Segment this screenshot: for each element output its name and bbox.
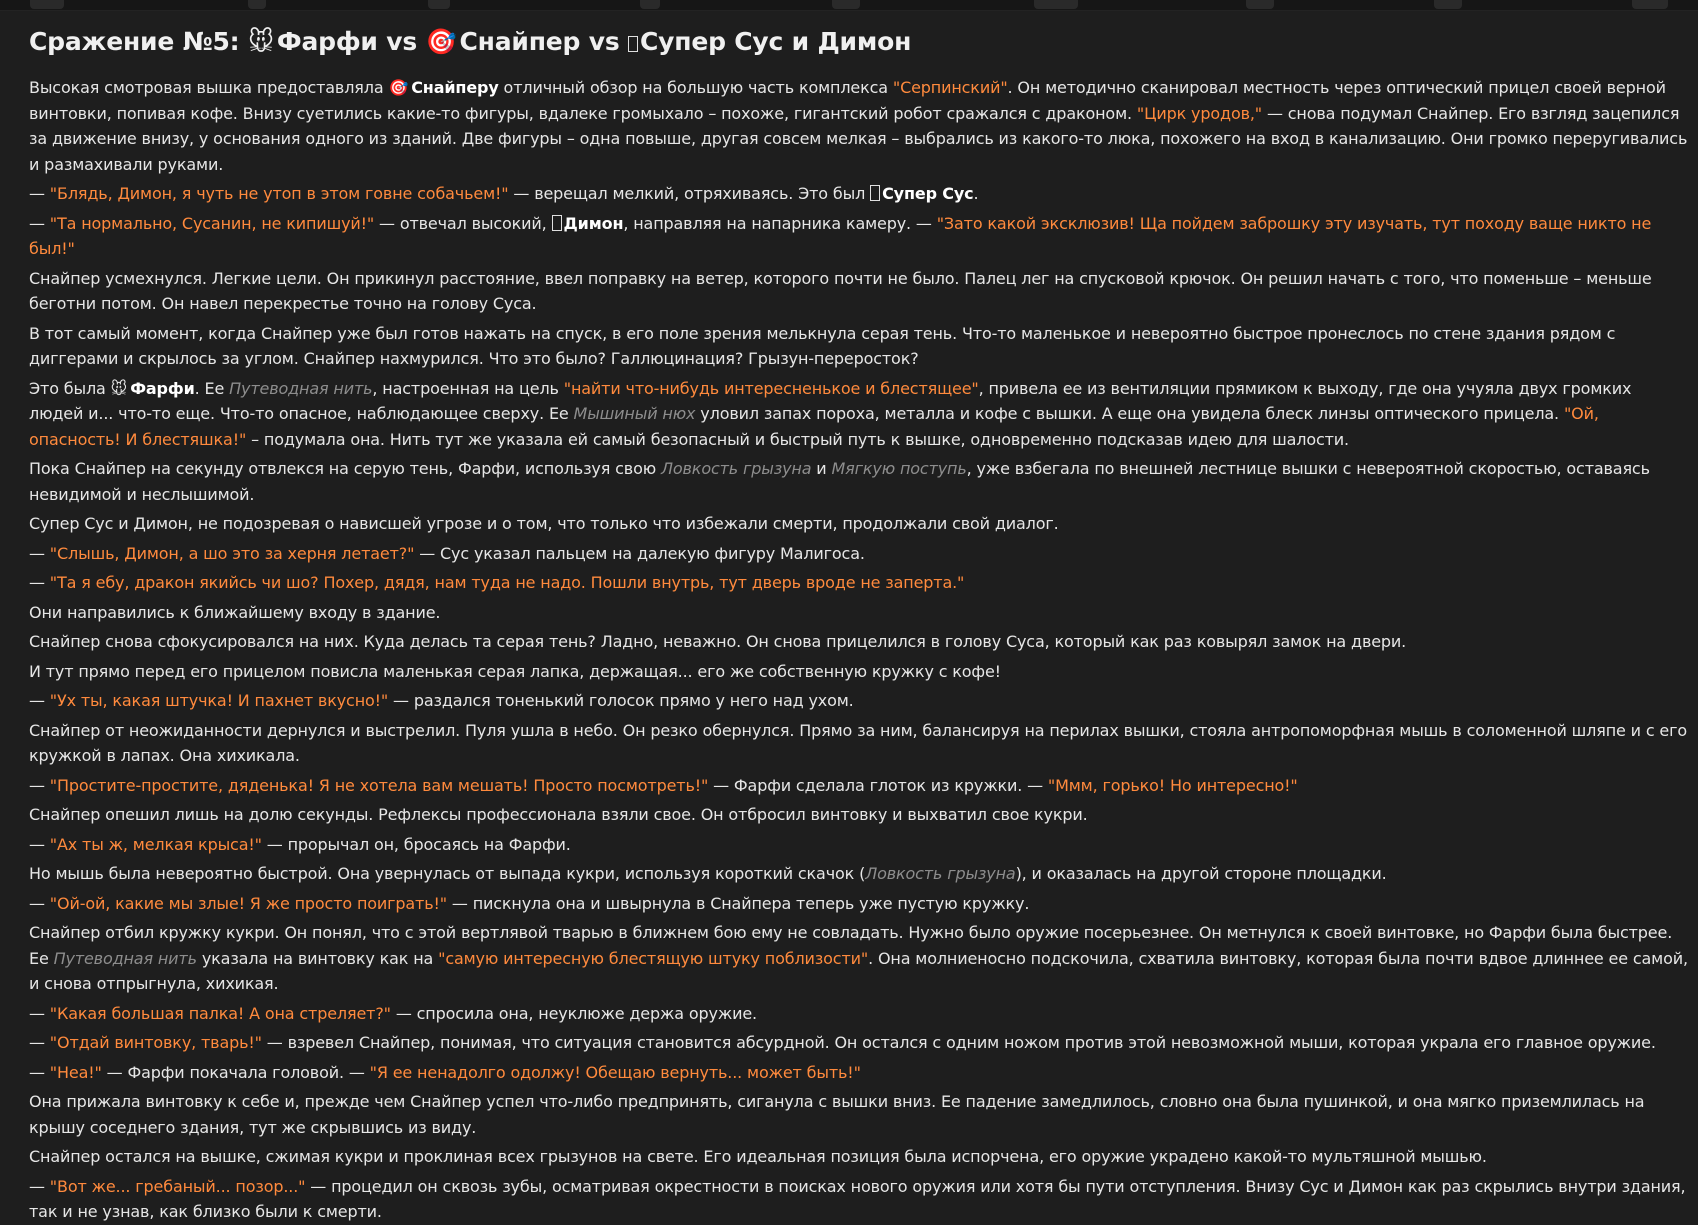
story-paragraph: Пока Снайпер на секунду отвлекся на серую тень, Фарфи, используя свою Ловкость грызуна и Мягкую поступь, уже взбегала по внешней лестнице вышки с невероятной скоростью, оставаясь невидимой и неслышимой. xyxy=(29,459,1650,504)
quote-text: "Я ее ненадолго одолжу! Обещаю вернуть... может быть!" xyxy=(369,1062,861,1082)
top-navigation-bar xyxy=(0,0,1698,11)
target-emoji-icon: 🎯 xyxy=(388,78,409,97)
nav-icon-slot[interactable] xyxy=(1034,0,1078,9)
character-name: Снайперу xyxy=(411,78,499,97)
nav-icon-slot[interactable] xyxy=(1246,0,1274,9)
quote-text: "Неа!" xyxy=(49,1062,102,1082)
dialogue-line: — "Слышь, Димон, а шо это за херня летает?" — Сус указал пальцем на далекую фигуру Малигоса. xyxy=(29,543,865,563)
skill-name: Путеводная нить xyxy=(229,378,373,398)
quote-text: "Ой, опасность! И блестяшка!" xyxy=(29,404,1599,449)
nav-icon-slot[interactable] xyxy=(248,0,266,9)
story-paragraph: Но мышь была невероятно быстрой. Она увернулась от выпада кукри, используя короткий скачок (Ловкость грызуна), и оказалась на другой стороне площадки. xyxy=(29,864,1387,883)
story-paragraph: В тот самый момент, когда Снайпер уже был готов нажать на спуск, в его поле зрения мелькнула серая тень. Что-то маленькое и невероятно быстрое пронеслось по стене здания рядом с диггерами и скрылось за углом. Снайпер нахмурился. Что это было? Галлюцинация? Грызун-переросток? xyxy=(29,323,1616,368)
dialogue-line: — "Ах ты ж, мелкая крыса!" — прорычал он, бросаясь на Фарфи. xyxy=(29,834,571,854)
battle-title: Сражение №5: 🐭 Фарфи vs 🎯 Снайпер vs Супер Сус и Димон xyxy=(29,27,912,56)
mouse-emoji-icon: 🐭 xyxy=(247,27,274,56)
quote-text: "Ах ты ж, мелкая крыса!" xyxy=(49,834,262,854)
nav-icon-slot[interactable] xyxy=(1632,0,1668,9)
nav-icon-slot[interactable] xyxy=(30,0,64,9)
character-name: Фарфи xyxy=(130,378,195,398)
dialogue-line: — "Ой-ой, какие мы злые! Я же просто поиграть!" — пискнула она и швырнула в Снайпера теперь уже пустую кружку. xyxy=(29,893,1030,913)
fighter-name-sniper: Снайпер xyxy=(459,27,581,56)
missing-glyph-icon xyxy=(870,185,880,201)
skill-name: Ловкость грызуна xyxy=(865,864,1016,883)
story-paragraph: Снайпер остался на вышке, сжимая кукри и проклиная всех грызунов на свете. Его идеальная позиция была испорчена, его оружие украдено какой-то мультяшной мышью. xyxy=(29,1147,1487,1166)
dialogue-line: — "Та я ебу, дракон якийсь чи шо? Похер, дядя, нам туда не надо. Пошли внутрь, тут дверь вроде не заперта." xyxy=(29,573,965,592)
story-paragraph: Снайпер усмехнулся. Легкие цели. Он прикинул расстояние, ввел поправку на ветер, которого почти не было. Палец лег на спусковой крючок. Он решил начать с того, что поменьше – меньше беготни потом. Он навел перекрестье точно на голову Суса. xyxy=(29,268,1652,313)
story-paragraph: Снайпер опешил лишь на долю секунды. Рефлексы профессионала взяли свое. Он отбросил винтовку и выхватил свое кукри. xyxy=(29,805,1088,824)
quote-text: "Какая большая палка! А она стреляет?" xyxy=(49,1003,391,1023)
dialogue-line: — "Вот же... гребаный... позор..." — процедил он сквозь зубы, осматривая окрестности в поисках нового оружия или хотя бы пути отступления. Внизу Сус и Димон как раз скрылись внутри здания, так и не узнав, как близко были к смерти. xyxy=(29,1176,1686,1221)
quote-text: "Вот же... гребаный... позор..." xyxy=(49,1176,306,1196)
nav-icon-slot[interactable] xyxy=(832,0,860,9)
quote-text: "Блядь, Димон, я чуть не утоп в этом говне собачьем!" xyxy=(49,184,509,203)
fighter-name-sus-dimon: Супер Сус и Димон xyxy=(640,27,912,56)
story-paragraph: Снайпер отбил кружку кукри. Он понял, что с этой вертлявой тварью в ближнем бою ему не совладать. Нужно было оружие посерьезнее. Он метнулся к своей винтовке, но Фарфи была быстрее. Ее Путеводная нить указала на винтовку как на "самую интересную блестящую штуку поблизости". Она молниеносно подскочила, схватила винтовку, которая была почти вдвое длиннее ее самой, и снова отпрыгнула, хихикая. xyxy=(29,923,1688,993)
story-paragraph: Высокая смотровая вышка предоставляла 🎯 Снайперу отличный обзор на большую часть комплекса "Серпинский". Он методично сканировал местность через оптический прицел своей верной винтовки, попивая кофе. Внизу суетились какие-то фигуры, вдалеке громыхало – похоже, гигантский робот сражался с драконом. "Цирк уродов," — снова подумал Снайпер. Его взгляд зацепился за движение внизу, у основания одного из зданий. Две фигуры – одна повыше, другая совсем мелкая – выбрались из какого-то люка, похожего на вход в канализацию. Они громко переругивались и размахивали руками. xyxy=(29,75,1688,177)
quote-text: "Зато какой эксклюзив! Ща пойдем заброшку эту изучать, тут походу ваще никто не был!" xyxy=(29,213,1652,258)
quote-text: "Отдай винтовку, тварь!" xyxy=(49,1033,262,1052)
dialogue-line: — "Какая большая палка! А она стреляет?" — спросила она, неуклюже держа оружие. xyxy=(29,1003,757,1023)
story-paragraph: Они направились к ближайшему входу в здание. xyxy=(29,602,441,622)
skill-name: Путеводная нить xyxy=(53,948,197,968)
quote-text: "Ммм, горько! Но интересно!" xyxy=(1047,775,1298,795)
nav-icon-slot[interactable] xyxy=(428,0,450,9)
quote-text: "Простите-простите, дяденька! Я не хотела вам мешать! Просто посмотреть!" xyxy=(49,775,709,795)
dialogue-line: — "Отдай винтовку, тварь!" — взревел Снайпер, понимая, что ситуация становится абсурдной. Он остался с одним ножом против этой невозможной мыши, которая украла его главное оружие. xyxy=(29,1033,1656,1052)
quote-text: "Ух ты, какая штучка! И пахнет вкусно!" xyxy=(49,691,389,710)
missing-glyph-icon xyxy=(628,36,638,52)
nav-icon-slot[interactable] xyxy=(640,0,660,9)
story-paragraph: — "Та нормально, Сусанин, не кипишуй!" — отвечал высокий, Димон, направляя на напарника камеру. — "Зато какой эксклюзив! Ща пойдем заброшку эту изучать, тут походу ваще никто не был!" xyxy=(29,213,1652,258)
quote-text: "Та нормально, Сусанин, не кипишуй!" xyxy=(49,213,375,233)
quote-text: "найти что-нибудь интересненькое и блестящее" xyxy=(563,378,979,398)
target-emoji-icon: 🎯 xyxy=(425,27,457,56)
character-name: Димон xyxy=(563,213,624,233)
quote-text: "самую интересную блестящую штуку поблизости" xyxy=(438,948,869,968)
quote-text: "Цирк уродов," xyxy=(1136,103,1263,123)
dialogue-line: — "Простите-простите, дяденька! Я не хотела вам мешать! Просто посмотреть!" — Фарфи сделала глоток из кружки. — "Ммм, горько! Но интересно!" xyxy=(29,775,1298,795)
story-paragraph: Она прижала винтовку к себе и, прежде чем Снайпер успел что-либо предпринять, сиганула с вышки вниз. Ее падение замедлилось, словно она была пушинкой, и она мягко приземлилась на крышу соседнего здания, тут же скрывшись из виду. xyxy=(29,1092,1645,1137)
quote-text: "Та я ебу, дракон якийсь чи шо? Похер, дядя, нам туда не надо. Пошли внутрь, тут дверь вроде не заперта." xyxy=(49,573,965,592)
dialogue-line: — "Неа!" — Фарфи покачала головой. — "Я ее ненадолго одолжу! Обещаю вернуть... может быть!" xyxy=(29,1062,861,1082)
story-paragraph: И тут прямо перед его прицелом повисла маленькая серая лапка, держащая... его же собственную кружку с кофе! xyxy=(29,661,1001,681)
quote-text: "Серпинский" xyxy=(892,78,1008,97)
quote-text: "Ой-ой, какие мы злые! Я же просто поиграть!" xyxy=(49,893,447,913)
fighter-name-farfi: Фарфи xyxy=(276,27,378,56)
missing-glyph-icon xyxy=(552,215,562,231)
quote-text: "Слышь, Димон, а шо это за херня летает?" xyxy=(49,543,415,563)
mouse-emoji-icon: 🐭 xyxy=(110,378,128,398)
dialogue-line: — "Ух ты, какая штучка! И пахнет вкусно!" — раздался тоненький голосок прямо у него над ухом. xyxy=(29,691,854,710)
character-name: Супер Сус xyxy=(882,184,974,203)
story-paragraph: Супер Сус и Димон, не подозревая о нависшей угрозе и о том, что только что избежали смерти, продолжали свой диалог. xyxy=(29,514,1059,533)
skill-name: Мышиный нюх xyxy=(573,404,696,423)
skill-name: Мягкую поступь xyxy=(831,459,967,478)
story-content xyxy=(0,11,1698,1225)
story-paragraph: Снайпер снова сфокусировался на них. Куда делась та серая тень? Ладно, неважно. Он снова прицелился в голову Суса, который как раз ковырял замок на двери. xyxy=(29,632,1407,651)
story-paragraph: Это была 🐭 Фарфи. Ее Путеводная нить, настроенная на цель "найти что-нибудь интересненькое и блестящее", привела ее из вентиляции прямиком к выходу, где она учуяла двух громких людей и... что-то еще. Что-то опасное, наблюдающее сверху. Ее Мышиный нюх уловил запах пороха, металла и кофе с вышки. А еще она увидела блеск линзы оптического прицела. "Ой, опасность! И блестяшка!" – подумала она. Нить тут же указала ей самый безопасный и быстрый путь к вышке, одновременно подсказав идею для шалости. xyxy=(29,376,1688,453)
nav-icon-slot[interactable] xyxy=(1434,0,1462,9)
story-paragraph: Снайпер от неожиданности дернулся и выстрелил. Пуля ушла в небо. Он резко обернулся. Прямо за ним, балансируя на перилах вышки, стояла антропоморфная мышь в соломенной шляпе и с его кружкой в лапах. Она хихикала. xyxy=(29,720,1687,765)
skill-name: Ловкость грызуна xyxy=(661,459,812,478)
story-paragraph: — "Блядь, Димон, я чуть не утоп в этом говне собачьем!" — верещал мелкий, отряхиваясь. Это был Супер Сус. xyxy=(29,184,979,203)
